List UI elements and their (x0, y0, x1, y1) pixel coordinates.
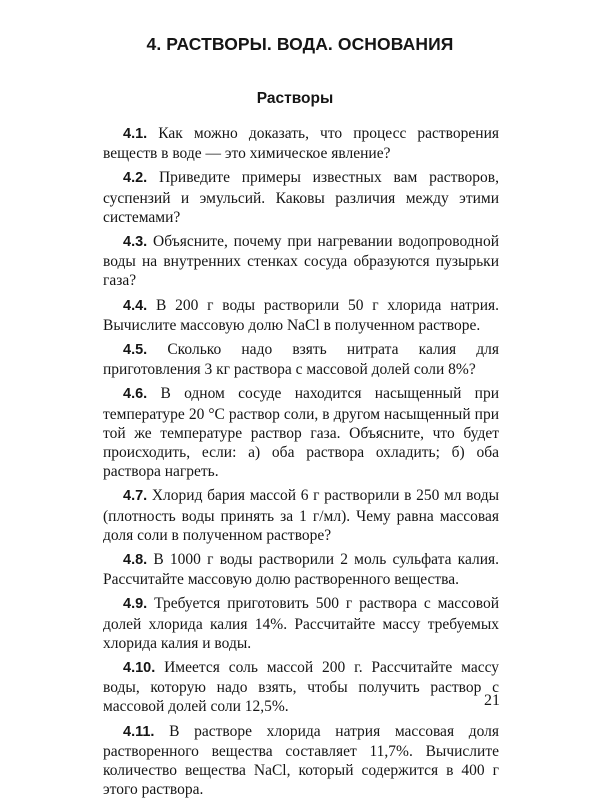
problem-4-5 (103, 340, 499, 379)
problem-text: В одном сосуде находится насыщенный при температуре 20 °С раствор соли, в другом насыщенный при той же температуре раствор газа. Объясните, что будет происходить, если: а) оба раствора охладить; б) оба раствора нагреть. (103, 385, 499, 481)
problem-number: 4.3. (123, 234, 148, 251)
problem-text: Имеется соль массой 200 г. Рассчитайте массу воды, которую надо взять, чтобы получить раствор с массовой долей соли 12,5%. (103, 659, 499, 716)
problem-4-9 (103, 594, 499, 653)
problem-number: 4.1. (123, 126, 148, 142)
problem-text: В растворе хлорида натрия массовая доля растворенного вещества составляет 11,7%. Вычислите количество вещества NaCl, который содержится в 400 г этого раствора. (103, 722, 500, 799)
problem-list (103, 124, 499, 805)
problem-text: Как можно доказать, что процесс растворения веществ в воде — это химическое явление? (103, 125, 499, 163)
problem-4-1 (103, 124, 499, 163)
problem-number: 4.10. (123, 660, 156, 677)
problem-4-4 (103, 296, 499, 335)
problem-text: Хлорид бария массой 6 г растворили в 250 мл воды (плотность воды принять за 1 г/мл). Чему равна массовая доля соли в полученном растворе? (103, 487, 500, 544)
problem-4-7 (103, 486, 499, 545)
problem-text: В 200 г воды растворили 50 г хлорида натрия. Вычислите массовую долю NaCl в полученном растворе. (103, 296, 499, 334)
problem-4-2 (103, 168, 499, 227)
problem-4-6 (103, 384, 499, 481)
section-title: Растворы (256, 90, 334, 107)
problem-number: 4.4. (123, 297, 148, 314)
problem-text: Требуется приготовить 500 г раствора с массовой долей хлорида калия 14%. Рассчитайте массу требуемых хлорида калия и воды. (103, 595, 500, 652)
problem-4-11 (103, 722, 499, 800)
problem-4-3 (103, 232, 499, 291)
problem-number: 4.2. (123, 170, 148, 187)
problem-number: 4.8. (123, 552, 148, 569)
problem-text: Сколько надо взять нитрата калия для приготовления 3 кг раствора с массовой долей соли 8%? (103, 341, 499, 379)
problem-4-10 (103, 658, 499, 717)
problem-4-8 (103, 550, 499, 589)
chapter-title: 4. РАСТВОРЫ. ВОДА. ОСНОВАНИЯ (146, 34, 454, 54)
problem-number: 4.9. (123, 596, 148, 613)
problem-number: 4.5. (123, 342, 148, 359)
problem-number: 4.7. (123, 488, 148, 505)
problem-number: 4.11. (123, 723, 155, 740)
problem-text: Объясните, почему при нагревании водопроводной воды на внутренних стенках сосуда образуются пузырьки газа? (103, 233, 499, 290)
problem-text: В 1000 г воды растворили 2 моль сульфата калия. Рассчитайте массовую долю растворенного вещества. (103, 551, 500, 589)
problem-text: Приведите примеры известных вам растворов, суспензий и эмульсий. Каковы различия между этими системами? (103, 169, 500, 226)
page-number: 21 (484, 692, 500, 709)
problem-number: 4.6. (123, 386, 148, 403)
